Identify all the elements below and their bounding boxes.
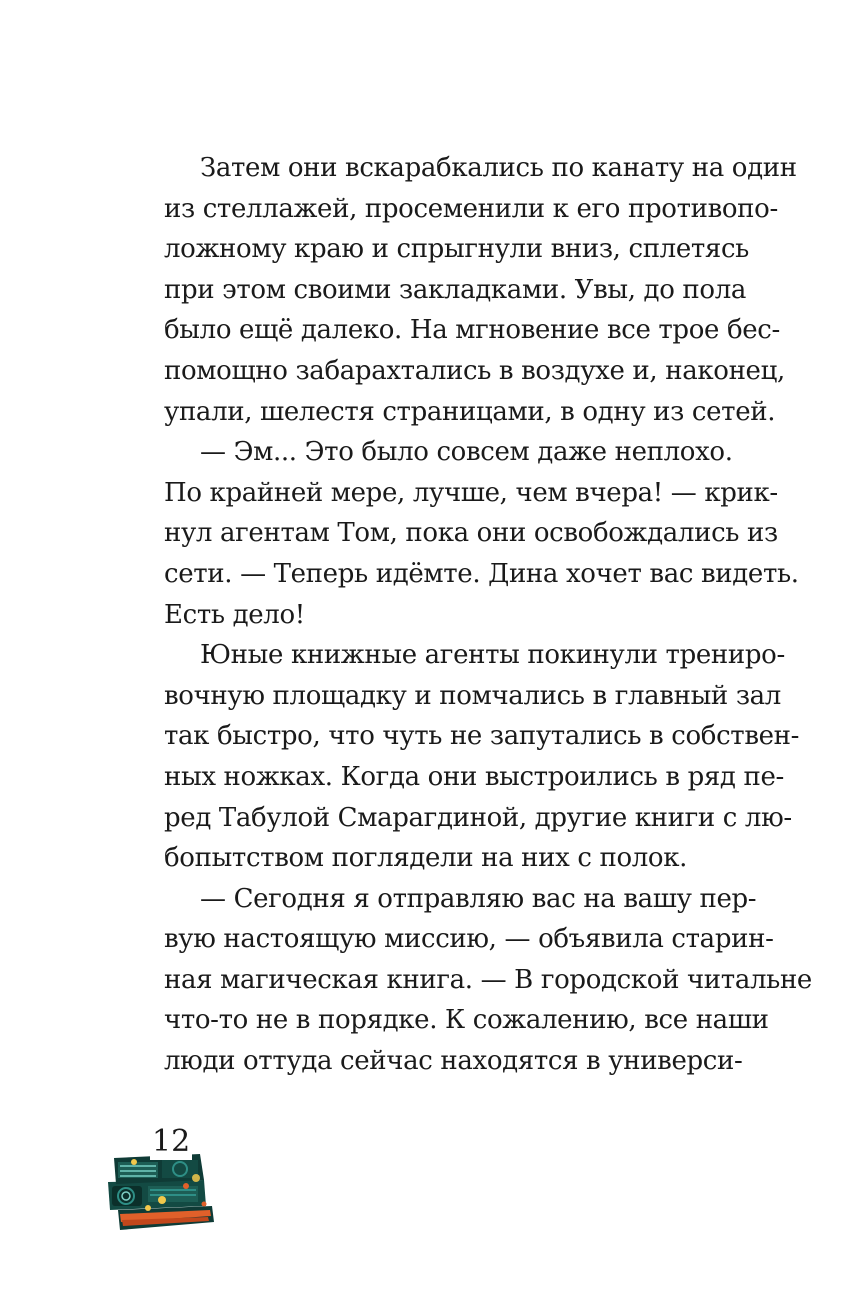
text-line: помощно забарахтались в воздухе и, наконец, [164,355,785,386]
body-text [164,148,812,1082]
text-line: упали, шелестя страницами, в одну из сетей. [164,396,776,427]
text-line: ложному краю и спрыгнули вниз, сплетясь [164,234,749,265]
page-number: 12 [152,1124,191,1159]
text-line: сети. — Теперь идёмте. Дина хочет вас видеть. [164,558,799,589]
text-line: из стеллажей, просеменили к его противопо- [164,193,778,224]
text-line: — Эм... Это было совсем даже неплохо. [200,437,733,468]
text-line: бопытством поглядели на них с полок. [164,843,688,874]
text-line: было ещё далеко. На мгновение все трое бес- [164,315,780,346]
paragraph-3 [164,635,800,879]
text-line: Юные книжные агенты покинули трениро- [200,640,785,671]
text-line: По крайней мере, лучше, чем вчера! — крик- [164,477,778,508]
text-line: — Сегодня я отправляю вас на вашу пер- [200,883,757,914]
text-line: ная магическая книга. — В городской читальне [164,964,812,995]
paragraph-1 [164,148,797,432]
text-line: вочную площадку и помчались в главный зал [164,680,781,711]
text-line: ред Табулой Смарагдиной, другие книги с лю- [164,802,792,833]
text-line: ных ножках. Когда они выстроились в ряд пе- [164,761,784,792]
text-line: люди оттуда сейчас находятся в универси- [164,1046,743,1077]
text-line: так быстро, что чуть не запутались в собствен- [164,721,800,752]
text-line: при этом своими закладками. Увы, до пола [164,274,747,305]
paragraph-2 [164,432,799,635]
text-line: что-то не в порядке. К сожалению, все наши [164,1005,769,1036]
text-line: Затем они вскарабкались по канату на один [200,153,797,183]
text-line: нул агентам Том, пока они освобождались из [164,518,778,549]
paragraph-4 [164,879,812,1082]
text-line: вую настоящую миссию, — объявила старин- [164,924,774,955]
text-line: Есть дело! [164,599,305,630]
